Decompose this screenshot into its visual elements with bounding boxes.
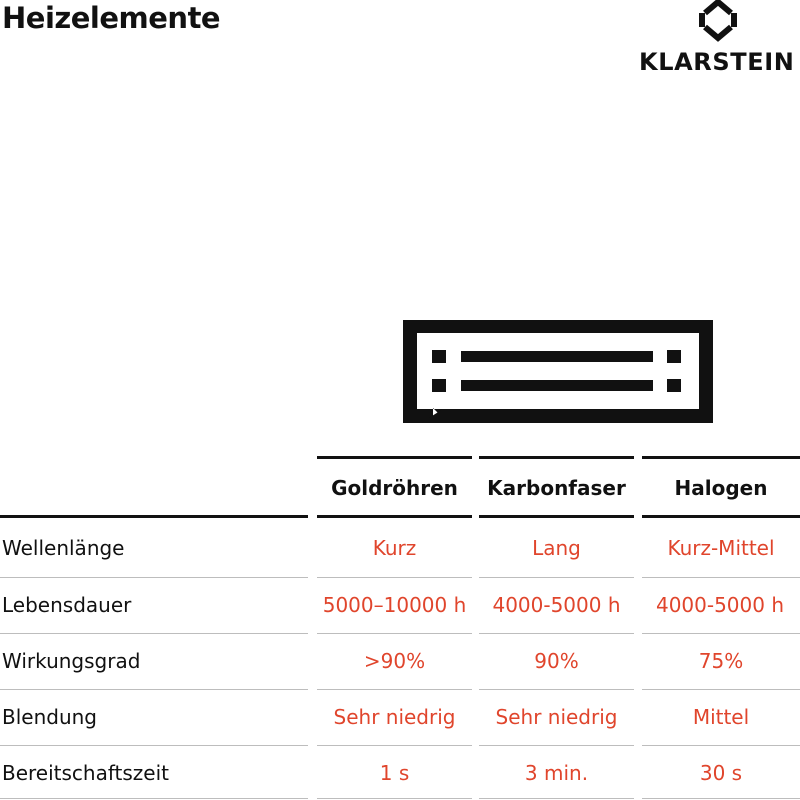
- column-header-karbonfaser: Karbonfaser: [487, 476, 626, 500]
- brand-name: KLARSTEIN: [639, 48, 795, 76]
- table-cell: Lang: [532, 536, 581, 560]
- row-divider: [317, 798, 472, 799]
- klarstein-logo-icon: [697, 0, 739, 42]
- table-cell: 4000-5000 h: [492, 593, 621, 617]
- heating-element-icon: [403, 320, 713, 425]
- table-cell: 5000–10000 h: [322, 593, 467, 617]
- row-divider: [642, 745, 800, 746]
- row-label-bereitschaftszeit: Bereitschaftszeit: [2, 761, 170, 785]
- table-cell: Kurz: [372, 536, 417, 560]
- row-divider: [0, 689, 308, 690]
- header-bottom-rule-3: [642, 515, 800, 518]
- row-divider: [642, 798, 800, 799]
- table-cell: 1 s: [379, 761, 410, 785]
- table-cell: Kurz-Mittel: [667, 536, 775, 560]
- table-cell: 90%: [534, 649, 579, 673]
- table-cell: 3 min.: [524, 761, 589, 785]
- column-header-halogen: Halogen: [674, 476, 768, 500]
- row-label-wirkungsgrad: Wirkungsgrad: [2, 649, 141, 673]
- header-bottom-rule-2: [479, 515, 634, 518]
- row-divider: [0, 633, 308, 634]
- row-divider: [642, 577, 800, 578]
- table-cell: 75%: [698, 649, 744, 673]
- column-top-rule-3: [642, 456, 800, 459]
- page-title: Heizelemente: [2, 1, 221, 35]
- row-divider: [642, 633, 800, 634]
- column-header-goldroehren: Goldröhren: [331, 476, 458, 500]
- row-divider: [642, 689, 800, 690]
- header-bottom-rule-label: [0, 515, 308, 518]
- column-top-rule-2: [479, 456, 634, 459]
- row-divider: [317, 633, 472, 634]
- column-top-rule-1: [317, 456, 472, 459]
- row-divider: [317, 745, 472, 746]
- table-cell: >90%: [363, 649, 426, 673]
- table-cell: 4000-5000 h: [655, 593, 785, 617]
- table-cell: 30 s: [699, 761, 743, 785]
- row-divider: [479, 798, 634, 799]
- row-label-lebensdauer: Lebensdauer: [2, 593, 132, 617]
- row-divider: [479, 745, 634, 746]
- row-divider: [0, 798, 308, 799]
- table-cell: Sehr niedrig: [495, 705, 618, 729]
- row-label-blendung: Blendung: [2, 705, 97, 729]
- table-cell: Mittel: [692, 705, 750, 729]
- row-divider: [479, 633, 634, 634]
- header-bottom-rule-1: [317, 515, 472, 518]
- row-divider: [479, 577, 634, 578]
- row-label-wellenlaenge: Wellenlänge: [2, 536, 125, 560]
- row-divider: [479, 689, 634, 690]
- table-cell: Sehr niedrig: [333, 705, 456, 729]
- row-divider: [0, 577, 308, 578]
- row-divider: [317, 689, 472, 690]
- row-divider: [317, 577, 472, 578]
- row-divider: [0, 745, 308, 746]
